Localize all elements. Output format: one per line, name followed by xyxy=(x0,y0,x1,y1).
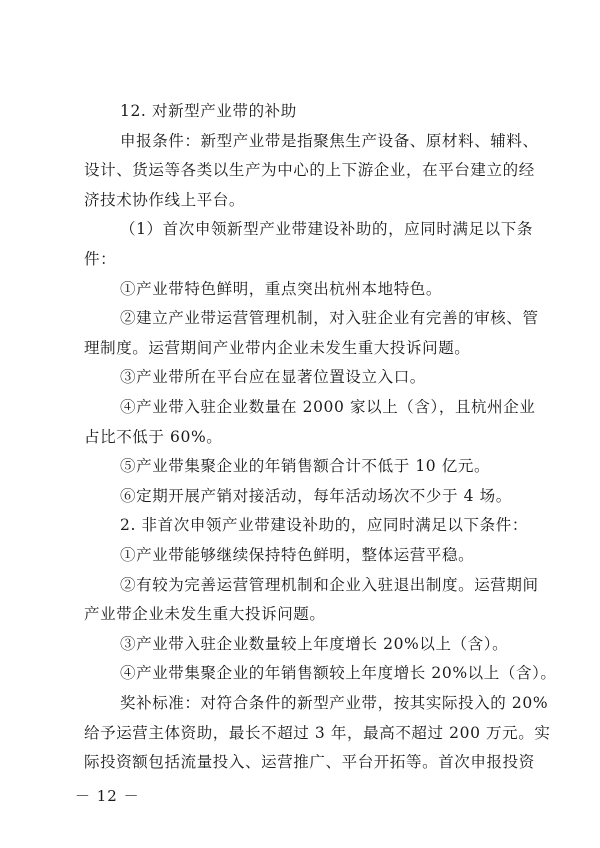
paragraph-line: 际投资额包括流量投入、运营推广、平台开拓等。首次申报投资 xyxy=(84,753,535,771)
paragraph-line: 申报条件：新型产业带是指聚焦生产设备、原材料、辅料、 xyxy=(120,132,539,150)
page-number: － 12 － xyxy=(75,787,140,805)
paragraph-line: 件： xyxy=(84,250,117,268)
paragraph-line: ①产业带能够继续保持特色鲜明，整体运营平稳。 xyxy=(120,546,475,564)
paragraph-line: ④产业带入驻企业数量在 2000 家以上（含），且杭州企业 xyxy=(120,398,536,416)
paragraph-line: 2. 非首次申领产业带建设补助的，应同时满足以下条件： xyxy=(120,516,528,534)
paragraph-line: ④产业带集聚企业的年销售额较上年度增长 20%以上（含）。 xyxy=(120,664,557,682)
paragraph-line: 占比不低于 60%。 xyxy=(84,428,223,446)
paragraph-line: 给予运营主体资助，最长不超过 3 年，最高不超过 200 万元。实 xyxy=(84,724,551,742)
paragraph-line: ③产业带入驻企业数量较上年度增长 20%以上（含）。 xyxy=(120,635,509,653)
paragraph-line: ⑥定期开展产销对接活动，每年活动场次不少于 4 场。 xyxy=(120,487,512,505)
paragraph-line: 奖补标准：对符合条件的新型产业带，按其实际投入的 20% xyxy=(120,694,549,712)
paragraph-line: ⑤产业带集聚企业的年销售额合计不低于 10 亿元。 xyxy=(120,457,491,475)
paragraph-line: 设计、货运等各类以生产为中心的上下游企业，在平台建立的经 xyxy=(84,161,535,179)
paragraph-line: ③产业带所在平台应在显著位置设立入口。 xyxy=(120,368,426,386)
paragraph-line: 理制度。运营期间产业带内企业未发生重大投诉问题。 xyxy=(84,339,471,357)
paragraph-line: ①产业带特色鲜明，重点突出杭州本地特色。 xyxy=(120,280,443,298)
section-heading: 12. 对新型产业带的补助 xyxy=(120,102,297,120)
paragraph-line: ②建立产业带运营管理机制，对入驻企业有完善的审核、管 xyxy=(120,309,539,327)
paragraph-line: 产业带企业未发生重大投诉问题。 xyxy=(84,605,326,623)
paragraph-line: 济技术协作线上平台。 xyxy=(84,191,246,209)
paragraph-line: ②有较为完善运营管理机制和企业入驻退出制度。运营期间 xyxy=(120,576,539,594)
paragraph-line: （1）首次申领新型产业带建设补助的，应同时满足以下条 xyxy=(120,220,533,238)
